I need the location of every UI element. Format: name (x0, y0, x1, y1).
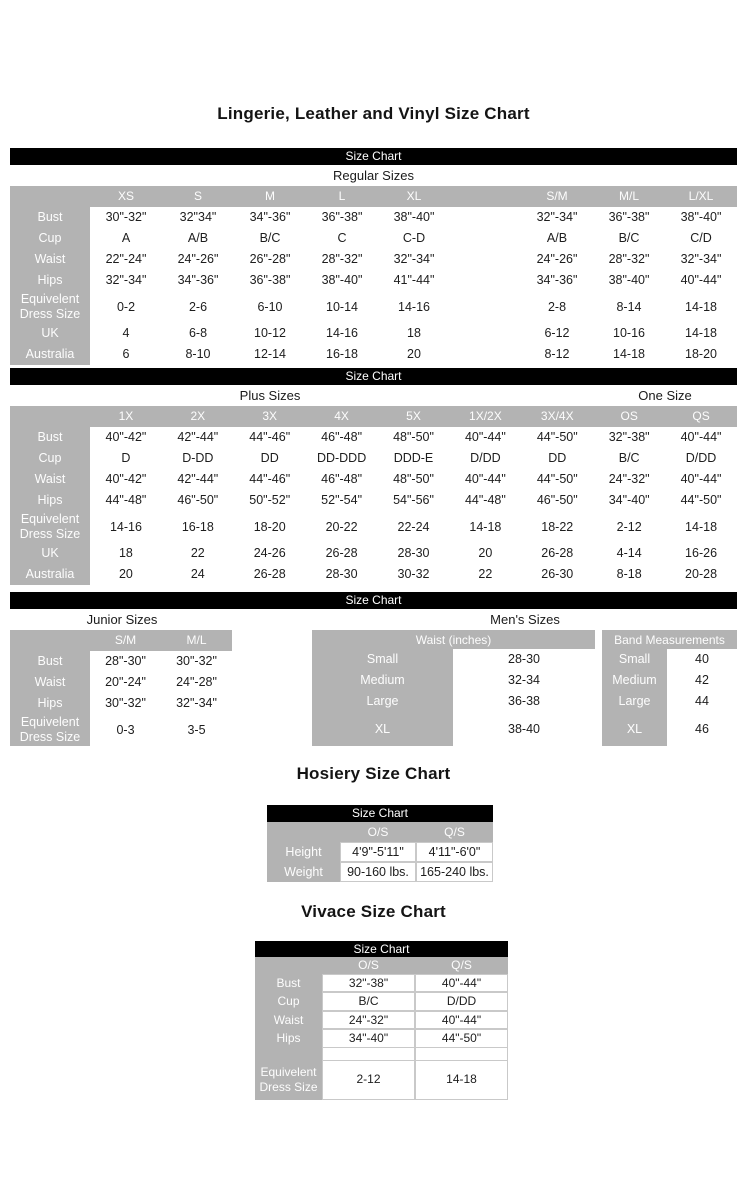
table-corner-cell (10, 630, 90, 651)
mens-waist-grid (312, 649, 595, 746)
table-cell: 10-12 (254, 326, 286, 340)
size-chart-bar: Size Chart (10, 592, 737, 609)
table-cell: 20 (407, 347, 421, 361)
row-label: Cup (255, 992, 322, 1010)
row-label: Waist (255, 1011, 322, 1029)
table-cell: 30"-32" (176, 654, 217, 668)
regular-sizes-table (10, 148, 737, 365)
table-cell: 28-30 (397, 546, 430, 560)
row-label: XL (602, 712, 667, 746)
table-cell: 32"-38" (322, 974, 415, 992)
table-cell: 52"-54" (321, 493, 363, 507)
table-cell: 10-14 (326, 299, 358, 314)
column-header: O/S (340, 822, 416, 842)
table-cell: 32"-38" (608, 430, 650, 444)
table-cell: 32"-34" (176, 696, 217, 710)
table-cell: 14-18 (415, 1060, 508, 1100)
table-cell: 40 (695, 652, 709, 666)
table-cell: 50"-52" (249, 493, 291, 507)
table-cell: 30"-32" (105, 696, 146, 710)
table-cell: 32"34" (179, 210, 217, 224)
junior-mens-section (10, 592, 737, 746)
table-cell: 4'11"-6'0" (416, 842, 493, 862)
table-cell: 4 (122, 326, 130, 340)
row-label: Waist (10, 469, 90, 490)
size-chart-bar: Size Chart (255, 941, 508, 957)
row-label: Waist (10, 249, 90, 270)
table-cell: DD (548, 451, 567, 465)
table-cell: 18 (407, 326, 421, 340)
table-cell: 28-30 (325, 567, 358, 581)
table-cell: 20 (118, 567, 133, 581)
table-cell: C/D (690, 231, 712, 245)
column-header: 2X (162, 406, 234, 427)
mens-band-grid (602, 649, 737, 746)
table-cell: 24"-32" (322, 1011, 415, 1029)
column-header: S/M (521, 186, 593, 207)
table-cell: 0-3 (116, 722, 135, 737)
row-label: Large (602, 691, 667, 712)
column-header: M (234, 186, 306, 207)
table-cell: 12-14 (254, 347, 286, 361)
column-header: 1X (90, 406, 162, 427)
row-label: Hips (255, 1029, 322, 1047)
table-cell: 2-12 (616, 519, 642, 534)
table-cell: A/B (187, 231, 209, 245)
row-label: Medium (602, 670, 667, 691)
table-cell: C (337, 231, 347, 245)
regular-sizes-caption: Regular Sizes (333, 168, 414, 183)
table-cell (450, 249, 521, 270)
table-cell: A (121, 231, 131, 245)
table-cell: 24 (190, 567, 205, 581)
table-cell: D/DD (415, 992, 508, 1010)
table-cell: 48"-50" (393, 472, 434, 486)
table-cell: 38-40 (508, 721, 540, 736)
mens-waist-header: Waist (inches) (312, 630, 595, 649)
table-cell: 24"-26" (177, 252, 219, 266)
table-cell: 40"-42" (105, 472, 147, 486)
junior-mens-tables (10, 630, 737, 746)
table-cell: 22"-24" (105, 252, 147, 266)
table-cell: 26-28 (253, 567, 286, 581)
junior-mens-caption-row (10, 609, 737, 630)
table-cell: 14-16 (398, 299, 430, 314)
table-cell: 40"-44" (680, 273, 722, 287)
table-cell: 46"-50" (177, 493, 219, 507)
row-label: UK (10, 543, 90, 564)
page-title: Lingerie, Leather and Vinyl Size Chart (217, 104, 530, 123)
column-header: L (306, 186, 378, 207)
table-cell: 22-24 (397, 519, 430, 534)
size-chart-bar: Size Chart (10, 148, 737, 165)
table-cell: 16-18 (326, 347, 358, 361)
table-cell: 16-18 (181, 519, 214, 534)
junior-sizes-caption: Junior Sizes (86, 612, 158, 627)
hosiery-grid (267, 822, 493, 882)
row-label: Small (602, 649, 667, 670)
table-cell: 8-18 (616, 567, 642, 581)
mens-waist-table (312, 630, 595, 746)
table-cell: 28"-32" (321, 252, 363, 266)
table-cell: D/DD (470, 451, 501, 465)
column-header: 4X (306, 406, 378, 427)
table-cell: 44"-50" (680, 493, 722, 507)
table-cell: 28"-32" (608, 252, 650, 266)
row-label: Large (312, 691, 453, 712)
table-cell: 18-20 (253, 519, 286, 534)
table-corner-cell (10, 406, 90, 427)
table-cell: 4-14 (616, 546, 642, 560)
table-cell (450, 291, 521, 323)
table-cell: 14-18 (685, 519, 718, 534)
table-cell: 44"-46" (249, 472, 291, 486)
table-cell: C-D (402, 231, 426, 245)
table-cell: 28-30 (508, 652, 540, 666)
table-cell (415, 1048, 508, 1060)
table-cell: 6-12 (544, 326, 570, 340)
table-cell: 36"-38" (608, 210, 650, 224)
table-cell: 8-14 (616, 299, 642, 314)
table-cell: 26-30 (541, 567, 574, 581)
table-cell: 44"-50" (536, 472, 578, 486)
column-header: 1X/2X (449, 406, 521, 427)
column-header: O/S (322, 957, 415, 974)
table-cell: 44"-46" (249, 430, 291, 444)
table-cell (450, 270, 521, 291)
table-cell: 40"-44" (415, 1011, 508, 1029)
table-cell: 38"-40" (680, 210, 722, 224)
plus-sizes-caption-row (10, 385, 737, 406)
row-label: Equivelent Dress Size (10, 714, 90, 746)
table-cell: B/C (618, 231, 640, 245)
column-header: S/M (90, 630, 161, 651)
table-cell: 38"-40" (608, 273, 650, 287)
table-cell (450, 323, 521, 344)
row-label: Hips (10, 490, 90, 511)
table-cell: 34"-36" (536, 273, 578, 287)
table-cell: 44 (695, 694, 709, 708)
table-cell: 3-5 (187, 722, 206, 737)
table-cell (322, 1048, 415, 1060)
row-label: Bust (10, 651, 90, 672)
column-header: QS (665, 406, 737, 427)
table-cell: D-DD (182, 451, 214, 465)
table-cell: DD (260, 451, 279, 465)
table-cell: 10-16 (613, 326, 645, 340)
table-cell: 40"-44" (415, 974, 508, 992)
plus-sizes-grid (10, 406, 737, 585)
table-cell: 14-18 (613, 347, 645, 361)
table-cell: D/DD (685, 451, 717, 465)
column-header: XL (378, 186, 450, 207)
table-cell: 38"-40" (393, 210, 435, 224)
table-cell: 32"-34" (393, 252, 435, 266)
table-cell: 30"-32" (105, 210, 147, 224)
table-cell: 16-26 (685, 546, 718, 560)
table-cell: 42"-44" (177, 430, 219, 444)
table-cell: 20 (478, 546, 493, 560)
row-label: Hips (10, 693, 90, 714)
table-cell: 41"-44" (393, 273, 435, 287)
row-label: Cup (10, 448, 90, 469)
table-cell: B/C (322, 992, 415, 1010)
table-cell: B/C (618, 451, 640, 465)
table-cell: 36"-38" (249, 273, 291, 287)
table-cell: 24-26 (253, 546, 286, 560)
hosiery-table (267, 805, 493, 882)
table-cell: 2-12 (322, 1060, 415, 1100)
mens-sizes-caption: Men's Sizes (490, 612, 560, 627)
table-cell: 38"-40" (321, 273, 363, 287)
table-cell (450, 344, 521, 365)
row-label: Bust (10, 427, 90, 448)
row-label: Medium (312, 670, 453, 691)
table-cell: 2-6 (188, 299, 208, 314)
table-cell: 26-28 (325, 546, 358, 560)
row-label: Waist (10, 672, 90, 693)
table-cell: DD-DDD (316, 451, 367, 465)
row-label: Australia (10, 564, 90, 585)
row-label: Hips (10, 270, 90, 291)
table-cell: 32-34 (508, 673, 540, 687)
table-cell: 8-10 (185, 347, 211, 361)
table-cell: 46 (695, 721, 709, 736)
table-cell: 44"-50" (415, 1029, 508, 1047)
table-cell: D (121, 451, 131, 465)
row-label: Bust (255, 974, 322, 992)
table-cell: 32"-34" (536, 210, 578, 224)
table-cell: 48"-50" (393, 430, 434, 444)
table-cell: 14-18 (469, 519, 502, 534)
table-cell: A/B (546, 231, 568, 245)
table-cell: 34"-36" (177, 273, 219, 287)
row-label: Small (312, 649, 453, 670)
column-header: Q/S (416, 822, 493, 842)
table-cell: 46"-50" (536, 493, 578, 507)
table-cell: 44"-50" (536, 430, 578, 444)
row-label: Equivelent Dress Size (255, 1060, 322, 1100)
table-cell: 32"-34" (680, 252, 722, 266)
vivace-title: Vivace Size Chart (301, 902, 446, 921)
table-cell: 22 (478, 567, 493, 581)
table-cell: DDD-E (393, 451, 434, 465)
table-cell: 24"-28" (176, 675, 217, 689)
table-cell: 40"-44" (464, 472, 506, 486)
table-cell: 18-20 (685, 347, 717, 361)
table-cell: 40"-44" (680, 430, 722, 444)
row-label: Cup (10, 228, 90, 249)
table-cell: 0-2 (116, 299, 136, 314)
row-label: Weight (267, 862, 340, 882)
one-size-caption: One Size (638, 388, 692, 403)
table-cell: 40"-42" (105, 430, 147, 444)
table-cell: 40"-44" (464, 430, 506, 444)
table-cell: 6-8 (188, 326, 208, 340)
table-cell: 54"-56" (393, 493, 434, 507)
table-cell: 36-38 (508, 694, 540, 708)
vivace-grid (255, 957, 508, 1100)
table-cell: 24"-26" (536, 252, 578, 266)
vivace-table (255, 941, 508, 1100)
table-cell: 46"-48" (321, 430, 363, 444)
table-cell: 90-160 lbs. (340, 862, 416, 882)
table-cell: 34"-36" (249, 210, 291, 224)
row-label: Bust (10, 207, 90, 228)
table-corner-cell (10, 186, 90, 207)
table-cell: 14-18 (685, 326, 717, 340)
table-corner-cell (255, 957, 322, 974)
column-header: S (162, 186, 234, 207)
table-cell: 30-32 (397, 567, 430, 581)
table-cell: 26-28 (541, 546, 574, 560)
table-cell: 26"-28" (249, 252, 291, 266)
column-header: 5X (378, 406, 450, 427)
table-cell: B/C (259, 231, 281, 245)
junior-sizes-grid (10, 630, 232, 746)
column-header: M/L (161, 630, 232, 651)
table-cell: 32"-34" (105, 273, 147, 287)
mens-band-table (602, 630, 737, 746)
table-cell: 14-16 (326, 326, 358, 340)
table-cell: 42"-44" (177, 472, 219, 486)
table-cell: 42 (695, 673, 709, 687)
column-header: Q/S (415, 957, 508, 974)
table-cell: 14-18 (685, 299, 717, 314)
mens-band-header: Band Measurements (602, 630, 737, 649)
plus-sizes-table (10, 368, 737, 585)
column-header: 3X (234, 406, 306, 427)
column-header: OS (593, 406, 665, 427)
table-cell: 8-12 (544, 347, 570, 361)
table-cell: 20"-24" (105, 675, 146, 689)
table-cell: 44"-48" (464, 493, 506, 507)
table-cell: 18 (118, 546, 133, 560)
plus-sizes-caption: Plus Sizes (239, 388, 301, 403)
row-label: UK (10, 323, 90, 344)
table-corner-cell (267, 822, 340, 842)
column-header: L/XL (665, 186, 737, 207)
column-header: 3X/4X (521, 406, 593, 427)
regular-sizes-grid (10, 186, 737, 365)
table-cell: 34"-40" (322, 1029, 415, 1047)
table-cell (450, 207, 521, 228)
table-cell: 6 (122, 347, 130, 361)
table-cell: 20-22 (325, 519, 358, 534)
table-cell: 34"-40" (608, 493, 650, 507)
column-header: M/L (593, 186, 665, 207)
table-cell: 46"-48" (321, 472, 363, 486)
table-cell: 40"-44" (680, 472, 722, 486)
table-cell (450, 228, 521, 249)
table-cell: 2-8 (547, 299, 567, 314)
row-label (255, 1048, 322, 1060)
size-chart-bar: Size Chart (267, 805, 493, 822)
row-label: XL (312, 712, 453, 746)
size-chart-bar: Size Chart (10, 368, 737, 385)
table-cell: 14-16 (109, 519, 142, 534)
table-cell: 28"-30" (105, 654, 146, 668)
table-cell: 22 (190, 546, 205, 560)
hosiery-title: Hosiery Size Chart (296, 764, 451, 783)
table-cell: 20-28 (685, 567, 718, 581)
row-label: Australia (10, 344, 90, 365)
row-label: Equivelent Dress Size (10, 511, 90, 543)
column-header: XS (90, 186, 162, 207)
table-cell: 6-10 (257, 299, 283, 314)
table-cell: 44"-48" (105, 493, 147, 507)
table-cell: 24"-32" (608, 472, 650, 486)
table-cell: 165-240 lbs. (416, 862, 493, 882)
row-label: Equivelent Dress Size (10, 291, 90, 323)
table-cell: 18-22 (541, 519, 574, 534)
column-header (450, 186, 521, 207)
table-cell: 36"-38" (321, 210, 363, 224)
table-cell: 4'9"-5'11" (340, 842, 416, 862)
row-label: Height (267, 842, 340, 862)
